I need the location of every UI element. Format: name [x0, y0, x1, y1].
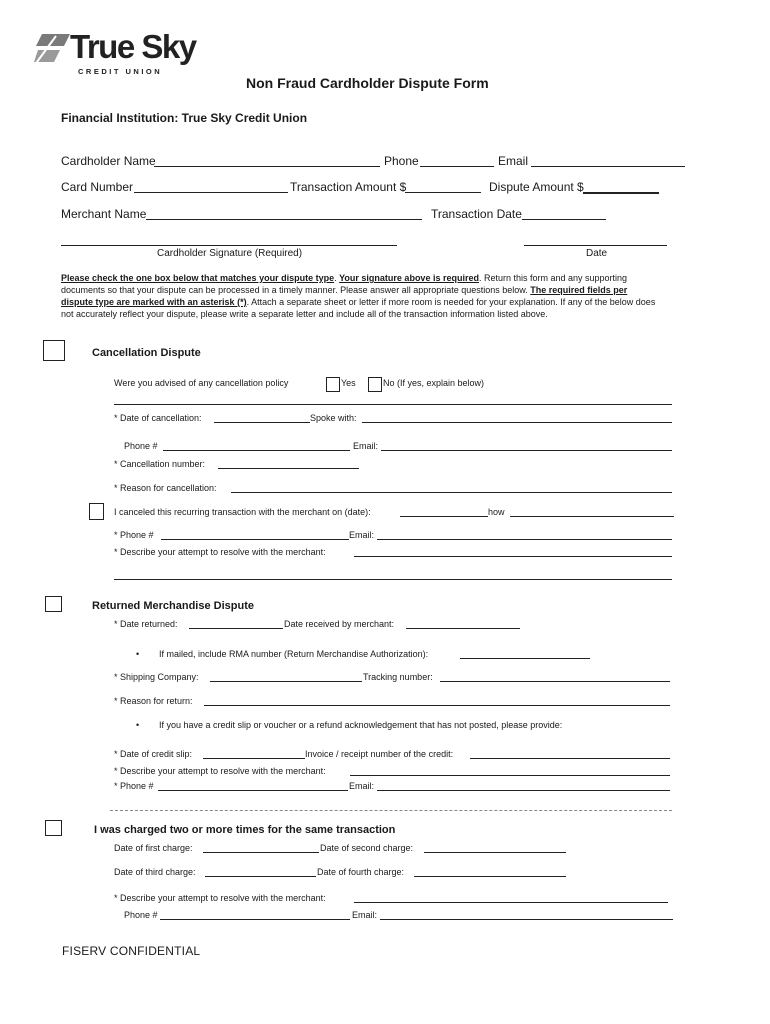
advised-no-checkbox[interactable]: [368, 377, 382, 392]
returned-describe-field[interactable]: [350, 775, 670, 776]
signature-label: Cardholder Signature (Required): [157, 248, 303, 259]
instructions-part2: .: [334, 273, 340, 283]
phone-label: Phone: [384, 154, 419, 168]
advised-yes-checkbox[interactable]: [326, 377, 340, 392]
cardholder-name-label: Cardholder Name: [61, 154, 156, 168]
date-label: Date: [586, 248, 608, 259]
invoice-label: Invoice / receipt number of the credit:: [305, 749, 454, 759]
recurring-how-field[interactable]: [510, 516, 674, 517]
date-cancellation-field[interactable]: [214, 422, 310, 423]
merchant-name-label: Merchant Name: [61, 207, 147, 221]
fourth-charge-label: Date of fourth charge:: [317, 867, 405, 877]
date-cancellation-label: * Date of cancellation:: [114, 413, 202, 423]
logo-mark-icon: [34, 32, 74, 68]
first-charge-field[interactable]: [203, 852, 319, 853]
rma-bullet: •: [136, 649, 140, 659]
phone-field[interactable]: [420, 166, 494, 167]
cancel-email-label: Email:: [353, 441, 379, 451]
returned-phone-field[interactable]: [158, 790, 348, 791]
returned-describe-label: * Describe your attempt to resolve with the merchant:: [114, 766, 326, 776]
second-charge-field[interactable]: [424, 852, 566, 853]
recurring-checkbox[interactable]: [89, 503, 104, 520]
recurring-describe-field[interactable]: [354, 556, 672, 557]
date-received-label: Date received by merchant:: [284, 619, 395, 629]
charged-phone-label: Phone #: [124, 910, 158, 920]
cancel-email-field[interactable]: [381, 450, 672, 451]
advised-explain-field[interactable]: [114, 404, 672, 405]
instructions-part6: . Attach a separate sheet or letter if more room is needed for your explanation. If any of the below does not accurately reflect your dispute, please write a separate letter and include all of the transaction information listed above.: [61, 297, 656, 319]
charged-describe-label: * Describe your attempt to resolve with the merchant:: [114, 893, 326, 903]
tracking-label: Tracking number:: [363, 672, 433, 682]
third-charge-field[interactable]: [205, 876, 316, 877]
recurring-phone-label: * Phone #: [114, 530, 154, 540]
charged-email-label: Email:: [352, 910, 378, 920]
signature-field[interactable]: [61, 245, 397, 246]
credit-note-label: If you have a credit slip or voucher or a refund acknowledgement that has not posted, please provide:: [159, 720, 563, 730]
date-credit-label: * Date of credit slip:: [114, 749, 193, 759]
returned-checkbox[interactable]: [45, 596, 62, 612]
returned-phone-label: * Phone #: [114, 781, 154, 791]
date-field[interactable]: [524, 245, 667, 246]
footer: FISERV CONFIDENTIAL: [62, 944, 201, 958]
card-number-field[interactable]: [134, 192, 288, 193]
recurring-how-label: how: [488, 507, 505, 517]
tracking-field[interactable]: [440, 681, 670, 682]
second-charge-label: Date of second charge:: [320, 843, 414, 853]
charged-heading: I was charged two or more times for the same transaction: [94, 824, 396, 836]
transaction-date-label: Transaction Date: [431, 207, 522, 221]
cancellation-checkbox[interactable]: [43, 340, 65, 361]
recurring-phone-field[interactable]: [161, 539, 349, 540]
cancellation-heading: Cancellation Dispute: [92, 347, 201, 359]
charged-email-field[interactable]: [380, 919, 673, 920]
institution: Financial Institution: True Sky Credit Union: [61, 111, 308, 125]
section-divider: [110, 810, 672, 811]
shipping-label: * Shipping Company:: [114, 672, 199, 682]
charged-phone-field[interactable]: [160, 919, 350, 920]
cancel-phone-label: Phone #: [124, 441, 158, 451]
cancellation-number-label: * Cancellation number:: [114, 459, 206, 469]
transaction-amount-label: Transaction Amount $: [290, 180, 407, 194]
third-charge-label: Date of third charge:: [114, 867, 196, 877]
return-reason-field[interactable]: [204, 705, 670, 706]
advised-no-label: No (If yes, explain below): [383, 378, 485, 388]
form-title: Non Fraud Cardholder Dispute Form: [246, 75, 489, 91]
rma-field[interactable]: [460, 658, 590, 659]
cancel-reason-label: * Reason for cancellation:: [114, 483, 217, 493]
charged-checkbox[interactable]: [45, 820, 62, 836]
transaction-amount-field[interactable]: [405, 192, 481, 193]
instructions-part5: The required fields per dispute type are marked with an asterisk (*): [61, 285, 628, 307]
fourth-charge-field[interactable]: [414, 876, 566, 877]
merchant-name-field[interactable]: [146, 219, 422, 220]
shipping-field[interactable]: [210, 681, 362, 682]
date-returned-label: * Date returned:: [114, 619, 178, 629]
date-credit-field[interactable]: [203, 758, 305, 759]
instructions-part1: Please check the one box below that matches your dispute type: [61, 273, 335, 283]
spoke-with-field[interactable]: [362, 422, 672, 423]
recurring-describe-field-2[interactable]: [114, 579, 672, 580]
instructions: [61, 272, 661, 320]
email-label: Email: [498, 154, 529, 168]
date-returned-field[interactable]: [189, 628, 283, 629]
charged-describe-field[interactable]: [354, 902, 668, 903]
dispute-amount-label: Dispute Amount $: [489, 180, 584, 194]
advised-label: Were you advised of any cancellation policy: [114, 378, 289, 388]
credit-note-bullet: •: [136, 720, 140, 730]
dispute-amount-field[interactable]: [583, 192, 659, 194]
first-charge-label: Date of first charge:: [114, 843, 193, 853]
logo: [34, 30, 216, 78]
logo-word: True Sky: [70, 28, 196, 65]
cancellation-number-field[interactable]: [218, 468, 359, 469]
transaction-date-field[interactable]: [522, 219, 606, 220]
cardholder-name-field[interactable]: [154, 166, 380, 167]
returned-email-field[interactable]: [377, 790, 670, 791]
instructions-part4: . Return this form and any supporting documents so that your dispute can be processed in a timely manner. Please answer all appropriate questions below.: [61, 273, 628, 295]
cancel-phone-field[interactable]: [163, 450, 350, 451]
advised-yes-label: Yes: [341, 378, 356, 388]
cancel-reason-field[interactable]: [231, 492, 672, 493]
returned-heading: Returned Merchandise Dispute: [92, 600, 254, 612]
recurring-email-label: Email:: [349, 530, 375, 540]
returned-email-label: Email:: [349, 781, 375, 791]
instructions-part3: Your signature above is required: [339, 273, 479, 283]
email-field[interactable]: [531, 166, 685, 167]
date-received-field[interactable]: [406, 628, 520, 629]
spoke-with-label: Spoke with:: [310, 413, 357, 423]
recurring-describe-label: * Describe your attempt to resolve with the merchant:: [114, 547, 326, 557]
recurring-label: I canceled this recurring transaction with the merchant on (date):: [114, 507, 371, 517]
rma-label: If mailed, include RMA number (Return Merchandise Authorization):: [159, 649, 429, 659]
return-reason-label: * Reason for return:: [114, 696, 193, 706]
recurring-date-field[interactable]: [400, 516, 488, 517]
recurring-email-field[interactable]: [377, 539, 672, 540]
card-number-label: Card Number: [61, 180, 134, 194]
logo-subtitle: CREDIT UNION: [78, 67, 163, 76]
invoice-field[interactable]: [470, 758, 670, 759]
